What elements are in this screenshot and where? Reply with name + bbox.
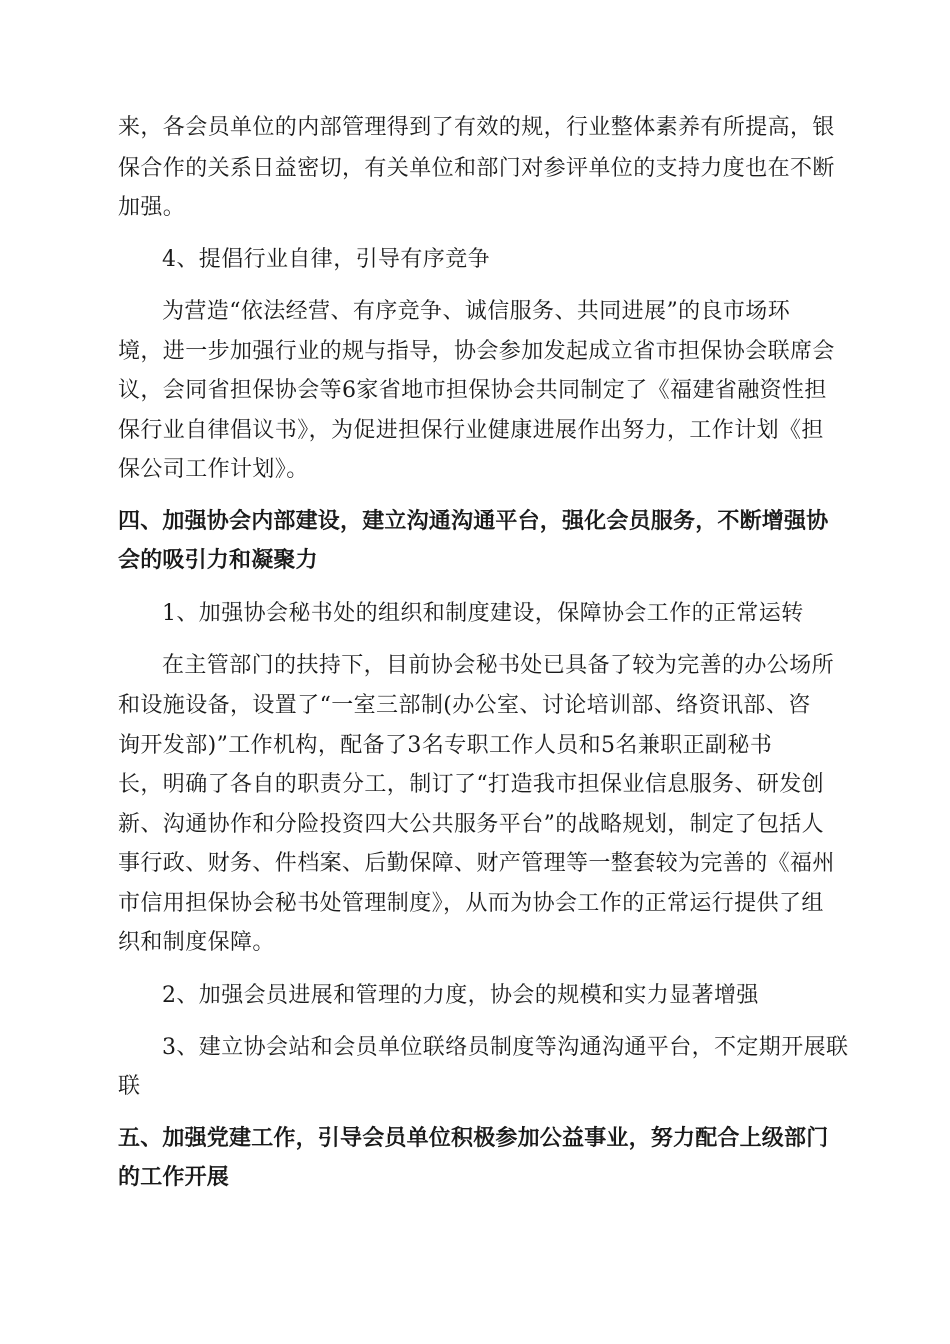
paragraph-line: 和设施设备，设置了“一室三部制(办公室、讨论培训部、络资讯部、咨 (118, 693, 811, 718)
paragraph-line: 来，各会员单位的内部管理得到了有效的规，行业整体素养有所提高，银 (118, 115, 835, 140)
paragraph-line: 议，会同省担保协会等6家省地市担保协会共同制定了《福建省融资性担 (118, 378, 827, 403)
list-item-2: 2、加强会员进展和管理的力度，协会的规模和实力显著增强 (162, 983, 759, 1008)
paragraph-line: 市信用担保协会秘书处管理制度》，从而为协会工作的正常运行提供了组 (118, 891, 824, 916)
section-heading-4: 会的吸引力和凝聚力 (118, 548, 318, 573)
list-item-3: 3、建立协会站和会员单位联络员制度等沟通沟通平台，不定期开展联 (162, 1035, 849, 1060)
paragraph-line: 境，进一步加强行业的规与指导，协会参加发起成立省市担保协会联席会 (118, 339, 835, 364)
paragraph-line: 新、沟通协作和分险投资四大公共服务平台”的战略规划，制定了包括人 (118, 812, 825, 837)
paragraph-line: 保行业自律倡议书》，为促进担保行业健康进展作出努力，工作计划《担 (118, 418, 824, 443)
paragraph-line: 保合作的关系日益密切，有关单位和部门对参评单位的支持力度也在不断 (118, 156, 835, 181)
paragraph-line: 为营造“依法经营、有序竞争、诚信服务、共同进展”的良市场环 (162, 299, 791, 324)
section-heading-5: 五、加强党建工作，引导会员单位积极参加公益事业，努力配合上级部门 (118, 1126, 829, 1151)
paragraph-line: 保公司工作计划》。 (118, 457, 309, 482)
section-heading-5: 的工作开展 (118, 1165, 230, 1190)
list-item-1: 1、加强协会秘书处的组织和制度建设，保障协会工作的正常运转 (162, 601, 804, 626)
list-item-4: 4、提倡行业自律，引导有序竞争 (162, 247, 490, 272)
paragraph-line: 事行政、财务、件档案、后勤保障、财产管理等一整套较为完善的《福州 (118, 851, 835, 876)
section-heading-4: 四、加强协会内部建设，建立沟通沟通平台，强化会员服务，不断增强协 (118, 509, 829, 534)
paragraph-line: 联 (118, 1074, 141, 1099)
paragraph-line: 织和制度保障。 (118, 930, 275, 955)
paragraph-line: 长，明确了各自的职责分工，制订了“打造我市担保业信息服务、研发创 (118, 772, 825, 797)
paragraph-line: 在主管部门的扶持下，目前协会秘书处已具备了较为完善的办公场所 (162, 653, 835, 678)
paragraph-line: 询开发部)”工作机构，配备了3名专职工作人员和5名兼职正副秘书 (118, 733, 773, 758)
paragraph-line: 加强。 (118, 195, 186, 220)
